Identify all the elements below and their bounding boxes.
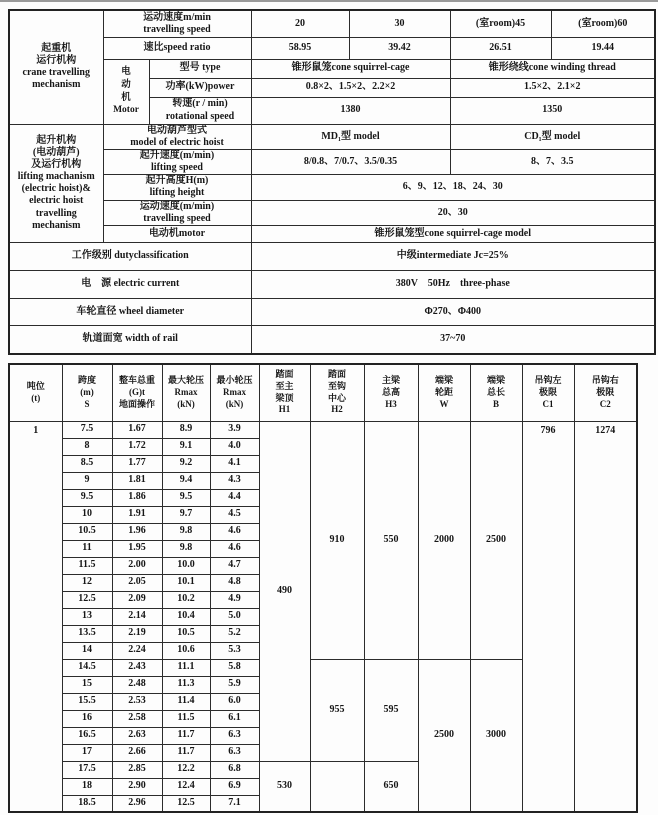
table-cell: 6.9: [210, 778, 259, 795]
table-cell: 10.0: [162, 557, 210, 574]
table-cell: 2.85: [112, 761, 162, 778]
table-cell: 5.9: [210, 676, 259, 693]
table-cell: 锥形绕线cone winding thread: [450, 59, 655, 78]
table-cell: 9.8: [162, 523, 210, 540]
table-cell: 8.9: [162, 421, 210, 438]
row-label-motor: 电动机motor: [103, 226, 251, 243]
table-cell: 16: [62, 710, 112, 727]
table-row: [9, 124, 655, 149]
table-cell: 15.5: [62, 693, 112, 710]
table-cell: 1.91: [112, 506, 162, 523]
table-cell: 8: [62, 438, 112, 455]
table-cell: 20、30: [251, 200, 655, 225]
table-cell: 10.4: [162, 608, 210, 625]
table-cell: 1350: [450, 97, 655, 124]
table-row: [9, 326, 655, 354]
row-label-travelling-speed: 运动速度m/min travelling speed: [103, 10, 251, 37]
table-cell: 650: [364, 761, 418, 812]
table-cell: 4.4: [210, 489, 259, 506]
table-cell: 955: [310, 659, 364, 761]
table-cell: 4.1: [210, 455, 259, 472]
table-cell: 6.8: [210, 761, 259, 778]
table-cell: 锥形鼠笼型cone squirrel-cage model: [251, 226, 655, 243]
table-cell: 2500: [418, 659, 470, 812]
c2-value: 1274: [574, 421, 637, 812]
column-header-h2: 踏面 至钩 中心 H2: [310, 364, 364, 421]
table-cell: 9.7: [162, 506, 210, 523]
table-cell: 5.2: [210, 625, 259, 642]
table-cell: CD₁型 model: [450, 124, 655, 149]
table-cell: 17.5: [62, 761, 112, 778]
table-row: [9, 226, 655, 243]
table-cell: 19.44: [551, 37, 655, 59]
table-cell: 2.05: [112, 574, 162, 591]
column-header-total-weight: 整车总重 (G)t 地面操作: [112, 364, 162, 421]
table-cell: 5.8: [210, 659, 259, 676]
column-header-max-wheel-load: 最大轮压 Rmax (kN): [162, 364, 210, 421]
table-cell: 12.5: [62, 591, 112, 608]
table-cell: 26.51: [450, 37, 551, 59]
table-cell: 9.5: [62, 489, 112, 506]
table-cell: 0.8×2、1.5×2、2.2×2: [251, 78, 450, 97]
table-cell: 10.5: [62, 523, 112, 540]
row-label-width-of-rail: 轨道面宽 width of rail: [9, 326, 251, 354]
spec-table: [8, 9, 656, 355]
table-cell: 11.4: [162, 693, 210, 710]
table-cell: 1.77: [112, 455, 162, 472]
table-cell: 12: [62, 574, 112, 591]
table-cell: 18: [62, 778, 112, 795]
table-cell: 1.72: [112, 438, 162, 455]
column-header-h1: 踏面 至主 梁顶 H1: [259, 364, 310, 421]
table-cell: 9.2: [162, 455, 210, 472]
column-header-c1: 吊钩左 极限 C1: [522, 364, 574, 421]
table-cell: 20: [251, 10, 349, 37]
table-cell: 13.5: [62, 625, 112, 642]
table-cell: 2.19: [112, 625, 162, 642]
table-cell: 10.2: [162, 591, 210, 608]
table-cell: 2.43: [112, 659, 162, 676]
column-header-w: 端梁 轮距 W: [418, 364, 470, 421]
row-label-speed-ratio: 速比speed ratio: [103, 37, 251, 59]
table-cell: 1.95: [112, 540, 162, 557]
table-cell: 5.0: [210, 608, 259, 625]
table-cell: 14.5: [62, 659, 112, 676]
table-cell: 18.5: [62, 795, 112, 812]
table-cell: (室room)60: [551, 10, 655, 37]
table-cell: 12.4: [162, 778, 210, 795]
table-cell: 910: [310, 421, 364, 659]
table-cell: 6.3: [210, 727, 259, 744]
table-cell: 2.58: [112, 710, 162, 727]
column-header-min-wheel-load: 最小轮压 Rmax (kN): [210, 364, 259, 421]
dimension-table: [8, 363, 638, 813]
table-cell: 8/0.8、7/0.7、3.5/0.35: [251, 149, 450, 174]
row-label-rotational-speed: 转速(r / min) rotational speed: [149, 97, 251, 124]
table-cell: [310, 761, 364, 812]
table-cell: 4.8: [210, 574, 259, 591]
table-cell: 380V 50Hz three-phase: [251, 271, 655, 299]
table-cell: 530: [259, 761, 310, 812]
table-cell: MD₁型 model: [251, 124, 450, 149]
table-row: [9, 10, 655, 37]
table-cell: 9.5: [162, 489, 210, 506]
table-cell: 4.7: [210, 557, 259, 574]
table-cell: 4.3: [210, 472, 259, 489]
motor-group-label: 电 动 机 Motor: [103, 59, 149, 124]
row-label-electric-current: 电 源 electric current: [9, 271, 251, 299]
table-cell: 10.1: [162, 574, 210, 591]
row-label-wheel-diameter: 车轮直径 wheel diameter: [9, 299, 251, 326]
table-cell: 锥形鼠笼cone squirrel-cage: [251, 59, 450, 78]
row-label-power: 功率(kW)power: [149, 78, 251, 97]
table-cell: 10.6: [162, 642, 210, 659]
table-cell: 2.53: [112, 693, 162, 710]
table-cell: 11.3: [162, 676, 210, 693]
table-cell: 7.5: [62, 421, 112, 438]
table-cell: 9.8: [162, 540, 210, 557]
table-row: [9, 364, 637, 421]
table-cell: 11.7: [162, 744, 210, 761]
table-cell: 3.9: [210, 421, 259, 438]
table-cell: 8.5: [62, 455, 112, 472]
table-cell: 2.63: [112, 727, 162, 744]
table-cell: 6、9、12、18、24、30: [251, 175, 655, 200]
table-cell: 39.42: [349, 37, 450, 59]
table-cell: 1.81: [112, 472, 162, 489]
table-cell: 2.14: [112, 608, 162, 625]
table-cell: 4.0: [210, 438, 259, 455]
table-cell: 17: [62, 744, 112, 761]
table-cell: 4.6: [210, 523, 259, 540]
table-cell: 2.00: [112, 557, 162, 574]
row-label-type: 型号 type: [149, 59, 251, 78]
tonnage-value: 1: [9, 421, 62, 812]
table-row: [9, 149, 655, 174]
table-cell: 30: [349, 10, 450, 37]
table-cell: 37~70: [251, 326, 655, 354]
column-header-tonnage: 吨位 (t): [9, 364, 62, 421]
section-label-crane-travelling: 起重机 运行机构 crane travelling mechanism: [9, 10, 103, 124]
table-cell: 1380: [251, 97, 450, 124]
table-cell: 9.1: [162, 438, 210, 455]
table-row: [9, 37, 655, 59]
table-cell: 11.5: [62, 557, 112, 574]
table-cell: 1.5×2、2.1×2: [450, 78, 655, 97]
table-cell: 16.5: [62, 727, 112, 744]
table-cell: 11.1: [162, 659, 210, 676]
dim-table-container: [8, 363, 638, 813]
section-label-lifting-mechanism: 起升机构 (电动葫芦) 及运行机构 lifting machanism (electric hoist)& electric hoist travelling mechanism: [9, 124, 103, 243]
table-cell: 1.96: [112, 523, 162, 540]
table-row: [9, 59, 655, 78]
table-row: [9, 175, 655, 200]
row-label-hoist-model: 电动葫芦型式 model of electric hoist: [103, 124, 251, 149]
row-label-lifting-speed: 起升速度(m/min) lifting speed: [103, 149, 251, 174]
table-cell: 12.5: [162, 795, 210, 812]
table-cell: 550: [364, 421, 418, 659]
table-cell: 2.96: [112, 795, 162, 812]
table-row: [9, 200, 655, 225]
table-cell: 11.7: [162, 727, 210, 744]
table-cell: 4.6: [210, 540, 259, 557]
table-cell: 9: [62, 472, 112, 489]
table-cell: 中级intermediate Jc=25%: [251, 243, 655, 271]
table-cell: 595: [364, 659, 418, 761]
table-cell: 10.5: [162, 625, 210, 642]
column-header-b: 端梁 总长 B: [470, 364, 522, 421]
table-row: [9, 243, 655, 271]
table-row: [9, 421, 637, 438]
table-cell: 4.5: [210, 506, 259, 523]
column-header-c2: 吊钩右 极限 C2: [574, 364, 637, 421]
table-row: [9, 271, 655, 299]
c1-value: 796: [522, 421, 574, 812]
table-cell: 1.67: [112, 421, 162, 438]
table-cell: 6.1: [210, 710, 259, 727]
table-cell: 6.3: [210, 744, 259, 761]
table-cell: 10: [62, 506, 112, 523]
row-label-duty-classification: 工作级别 dutyclassification: [9, 243, 251, 271]
table-cell: 2.09: [112, 591, 162, 608]
table-cell: 58.95: [251, 37, 349, 59]
table-cell: 3000: [470, 659, 522, 812]
table-row: [9, 299, 655, 326]
table-cell: 11.5: [162, 710, 210, 727]
table-cell: 2.48: [112, 676, 162, 693]
row-label-hoist-travelling-speed: 运动速度(m/min) travelling speed: [103, 200, 251, 225]
table-cell: 2000: [418, 421, 470, 659]
table-cell: 2500: [470, 421, 522, 659]
table-cell: 12.2: [162, 761, 210, 778]
table-cell: 6.0: [210, 693, 259, 710]
table-cell: 490: [259, 421, 310, 761]
table-cell: 2.24: [112, 642, 162, 659]
table-cell: 8、7、3.5: [450, 149, 655, 174]
table-cell: 4.9: [210, 591, 259, 608]
table-cell: (室room)45: [450, 10, 551, 37]
table-cell: 2.66: [112, 744, 162, 761]
scan-edge-line: [0, 0, 658, 2]
table-cell: 7.1: [210, 795, 259, 812]
table-cell: 14: [62, 642, 112, 659]
table-cell: 2.90: [112, 778, 162, 795]
table-cell: Φ270、Φ400: [251, 299, 655, 326]
table-cell: 11: [62, 540, 112, 557]
row-label-lifting-height: 起升高度H(m) lifting height: [103, 175, 251, 200]
table-cell: 9.4: [162, 472, 210, 489]
spec-table-container: [8, 9, 656, 355]
column-header-span: 跨度 (m) S: [62, 364, 112, 421]
table-cell: 1.86: [112, 489, 162, 506]
table-cell: 13: [62, 608, 112, 625]
table-cell: 5.3: [210, 642, 259, 659]
table-cell: 15: [62, 676, 112, 693]
column-header-h3: 主梁 总高 H3: [364, 364, 418, 421]
